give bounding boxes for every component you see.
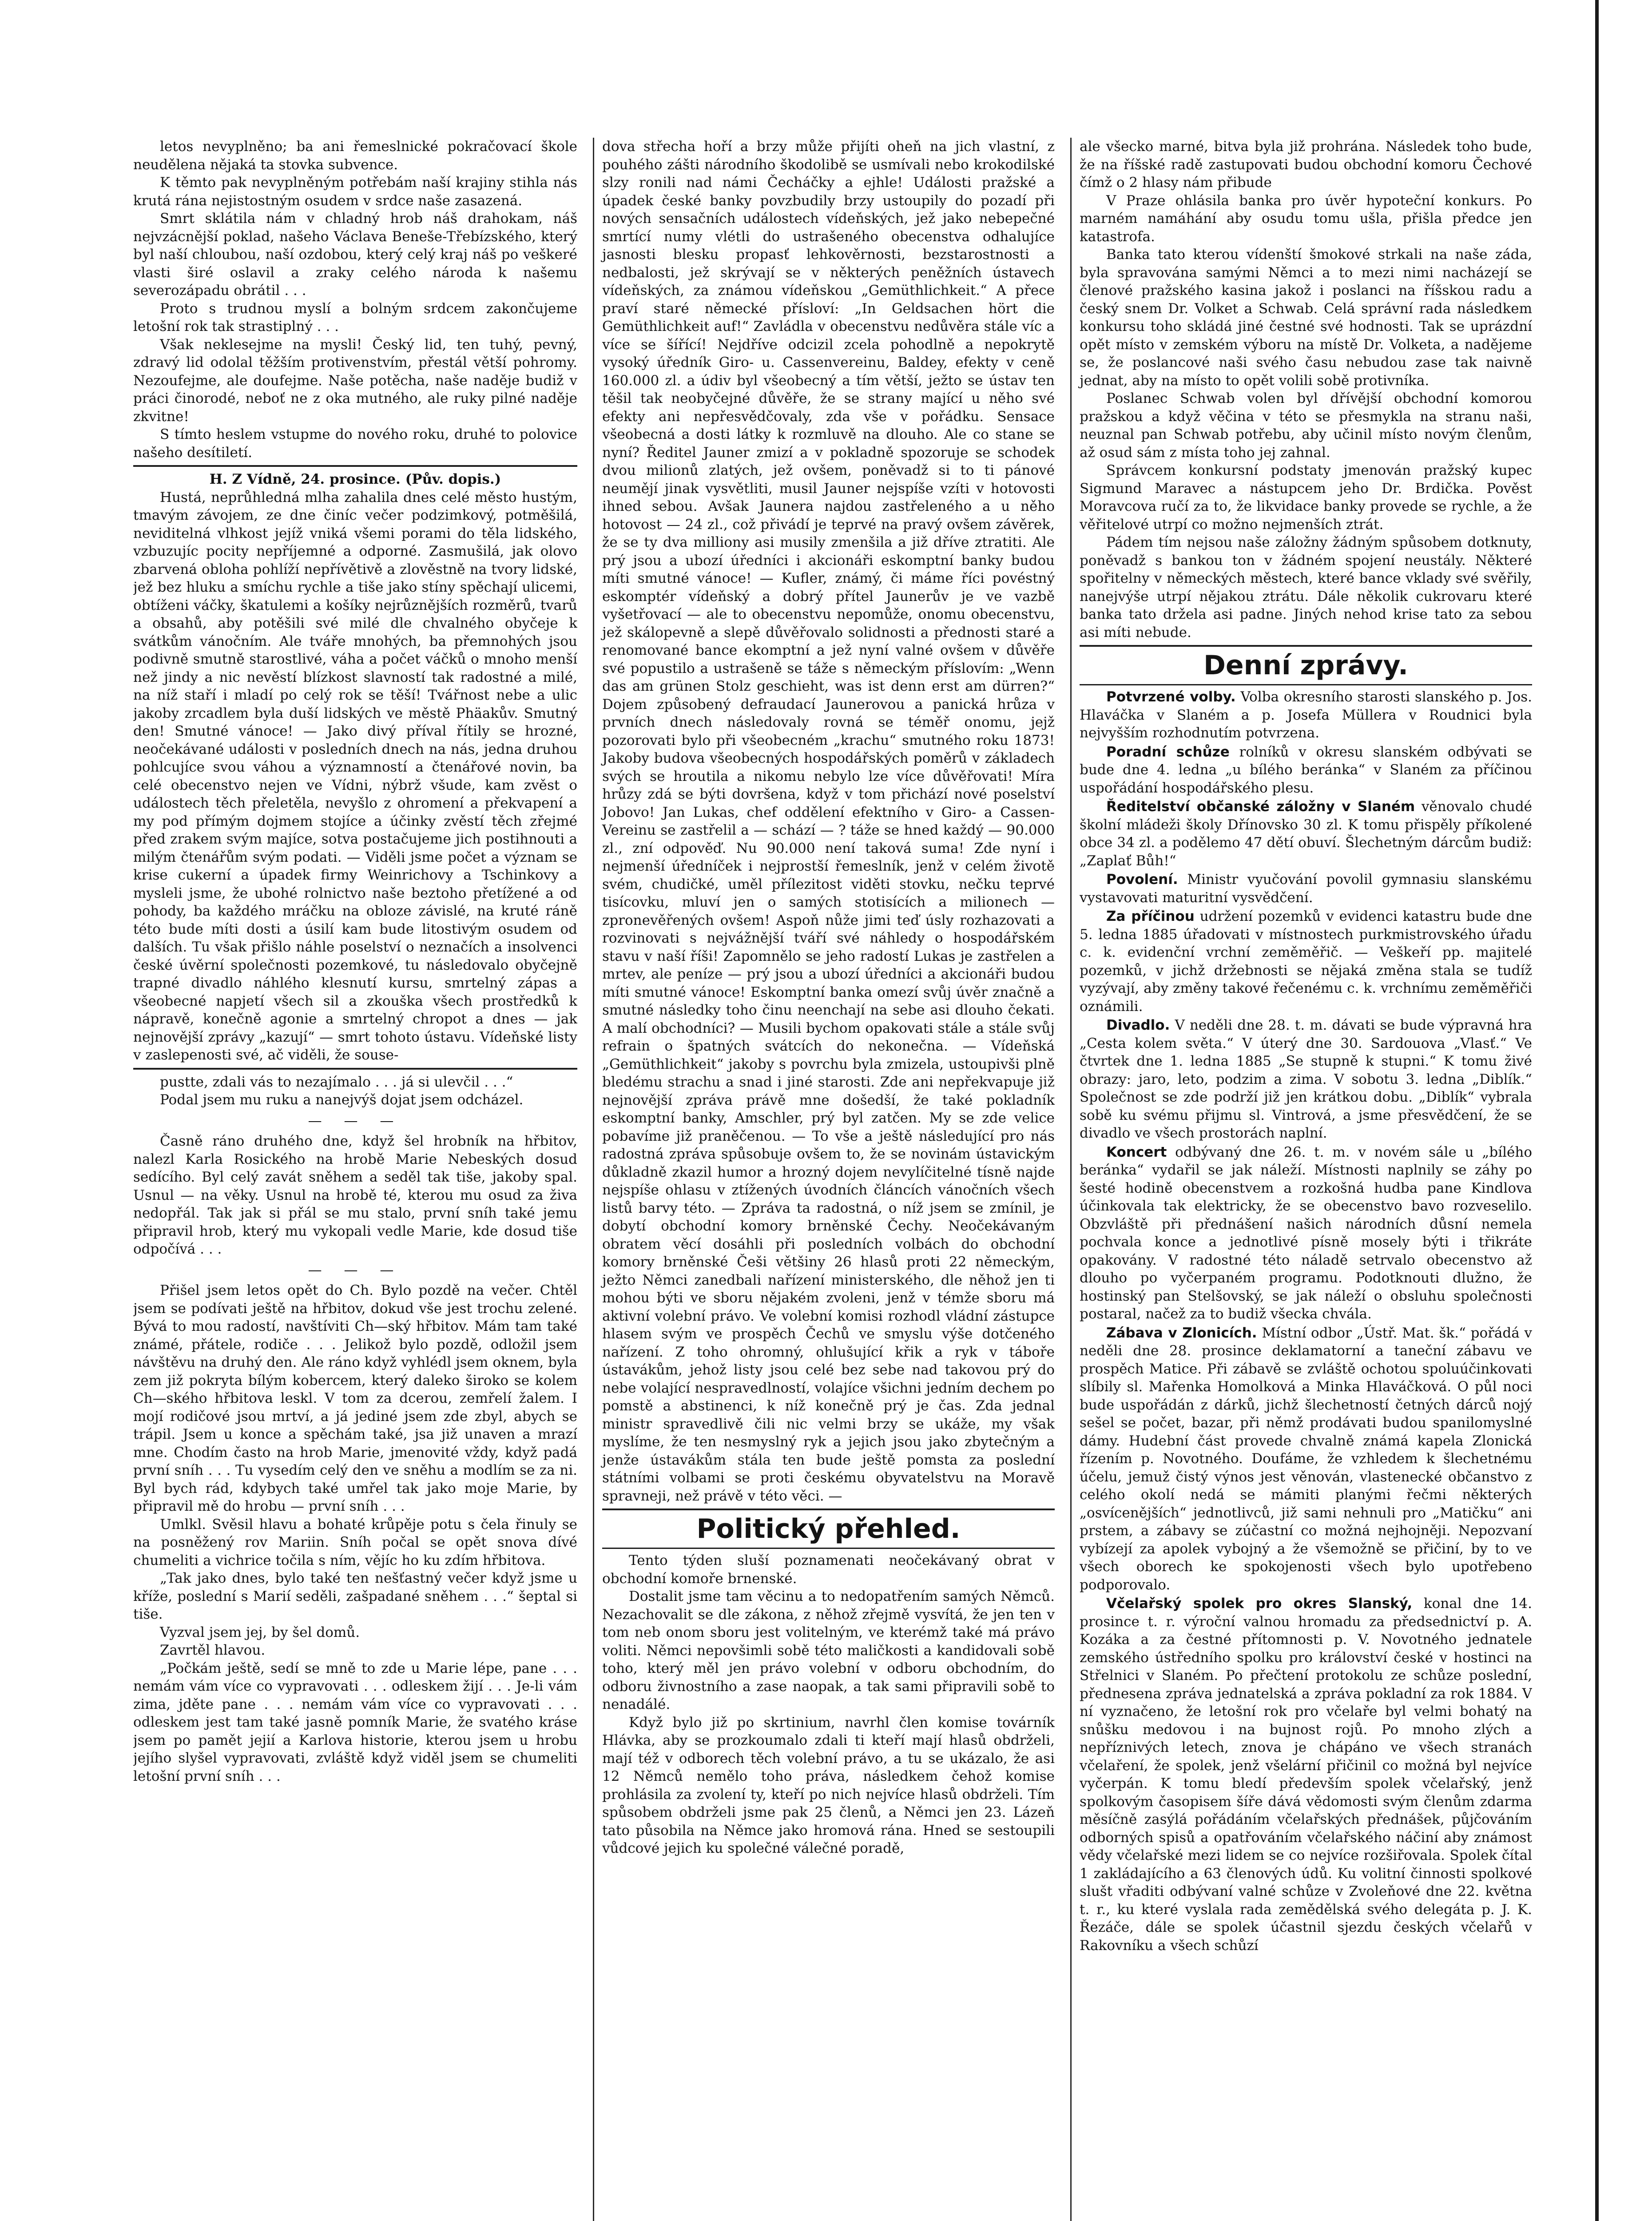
column-2 (593, 138, 1055, 2221)
news-item (1080, 1324, 1532, 1594)
news-item (1080, 1016, 1532, 1142)
news-item (1080, 1595, 1532, 1954)
paragraph: Dostalit jsme tam věcinu a to nedopatřením samých Němců. Nezachovalit se dle zákona, z něhož zřejmě vysvítá, že jen ten v tom neb onom sboru jest volitelným, ve kterémž také má právo voliti. Němci nepovšimli sobě této maličkosti a kandidovali sobě toho, který měl jen právo volební v odboru obchodním, do odboru živnostního a zase naopak, a tak sami připravili sobě to nenadálé. (602, 1588, 1055, 1712)
news-lead: Potvrzené volby. (1106, 689, 1236, 705)
news-list (1080, 688, 1532, 1954)
news-lead: Ředitelství občanské záložny v Slaném (1106, 799, 1415, 815)
news-item (1080, 1143, 1532, 1323)
paragraph: Poslanec Schwab volen byl dřívější obchodní komorou pražskou a když věčina v této se přesmykla na stranu naši, neuznal pan Schwab potřebu, aby učinil místo novým členům, až osud sám z místa toho jej zahnal. (1080, 390, 1532, 461)
news-lead: Včelařský spolek pro okres Slanský, (1106, 1596, 1413, 1612)
paragraph: Hustá, neprůhledná mlha zahalila dnes celé město hustým, tmavým závojem, ze dne činíc večer podzimkový, potměšilá, neviditelná vlhkost jejíž vniká všemi porami do těla lidského, vzbuzujíc pocity nepříjemné a odporné. Zasmušilá, jak olovo zbarvená obloha pohlíží nepřívětivě a zlověstně na tvory lidské, jež bez hluku a smíchu rychle a tiše jako stíny spěchají ulicemi, obtíženi váčky, škatulemi a košíky nejrůznějších rozměrů, tvarů a obsahů, aby potěšili své milé dle chvalného obyčeje k svátkům vánočním. Ale tváře mnohých, ba přemnohých jsou podivně smutně starostlivé, váha a počet váčků o mnoho menší než jindy a nic nevěstí blízkost slavností tak radostné a milé, na níž staří i mladí po celý rok se těší! Tvářnost nebe a ulic jakoby zrcadlem byla duší lidských ve městě Phäakův. Smutný den! Smutné vánoce! — Jako divý příval řítily se hrozné, neočekávané události v posledních dnech na nás, jedna druhou pohlcujíce svou váhou a významností a čtenářové novin, ba celé obecenstvo nejen ve Vídni, nýbrž všude, kam zvěst o událostech těch přeletěla, nevyšlo z ohromení a překvapení a my pod přímým dojmem stojíce a účinky zvěstí těch zřejmé před zrakem svým majíce, sotva postačujeme jich postihnouti a milým čtenářům svým podati. — Viděli jsme počet a význam se krise cukerní a úpadek firmy Weinrichovy a Tschinkovy a mysleli jsme, že ubohé rolnictvo naše beztoho přetížené a od pohody, ba každého mráčku na obloze závislé, na kruté ráně této bude míti dosti a úsilí kam bude litostivým osudem od dalších. Tu však přišlo náhle poselství o neznačích a insolvenci české úvěrní společnosti pozemkové, tu následovalo obyčejně trapné divadlo náhlého klesnutí kursu, smrtelný zápas a všeobecné napjetí všech sil a zkouška všech prostředků k nápravě, konečně agonie a smrtelný chropot a dnes — jak nejnovější zprávy „kazují“ — smrt tohoto ústavu. Vídeňské listy v zaslepenosti své, ač viděli, že souse- (133, 489, 577, 1063)
news-text: V neděli dne 28. t. m. dávati se bude výpravná hra „Cesta kolem světa.“ V úterý dne 30. Sardouova „Vlasť.“ Ve čtvrtek dne 1. ledna 1885 „Se stupně k stupni.“ K tomu živé obrazy: jaro, leto, podzim a zima. V sobotu 3. ledna „Diblík.“ Společnost se zde podrží již jen krátkou dobu. „Diblík“ vybrala sobě ku svému přijmu sl. Vintrová, a jsme přesvědčení, že se divadlo ve všech prostorách naplní. (1080, 1017, 1532, 1141)
news-lead: Za příčinou (1106, 908, 1195, 924)
news-item (1080, 743, 1532, 797)
paragraph: V Praze ohlásila banka pro úvěr hypoteční konkurs. Po marném namáhání aby osudu tomu ušla, přišla předce jen katastrofa. (1080, 192, 1532, 245)
paragraph: Správcem konkursní podstaty jmenován pražský kupec Sigmund Maravec a nástupcem jeho Dr. Brdička. Pověst Moravcova ručí za to, že likvidace banky provede se rychle, a že věřitelové utrpí co možno nejmenších ztrát. (1080, 462, 1532, 533)
news-text: věnovalo chudé školní mládeži školy Dřínovsko 30 zl. K tomu přispěly příkolené obce 34 zl. a podělemo 47 dětí obuví. Šlechetným dárcům budiž: „Zaplať Bůh!“ (1080, 799, 1532, 869)
paragraph: Vyzval jsem jej, by šel domů. (160, 1624, 360, 1640)
news-lead: Poradní schůze (1106, 744, 1230, 760)
paragraph: Když bylo již po skrtinium, navrhl člen komise továrník Hlávka, aby se prozkoumalo zdali ti kteří mají hlasů obdrželi, mají též v odborech těch volební právo, a tu se ukázalo, že asi 12 Němců nemělo toho práva, následkem čehož komise prohlásila za zvolení ty, kteří po nich nejvíce hlasů obdrželi. Tím spůsobem obdrželi jsme pak 25 členů, a Němci jen 23. Lázeň tato působila na Němce jako hromová rána. Hned se sestoupili vůdcové jejich ku společné válečné poradě, (602, 1714, 1055, 1856)
paragraph: letos nevyplněno; ba ani řemeslnické pokračovací škole neudělena nějaká ta stovka subvence. (133, 139, 577, 173)
paragraph: Proto s trudnou myslí a bolným srdcem zakončujeme letošní rok tak strastiplný . . . (133, 300, 577, 334)
dash-separator: — — — (308, 1112, 403, 1129)
page-edge-rule (1595, 0, 1599, 2221)
news-text: konal dne 14. prosince t. r. výroční valnou hromadu za předsednictví p. A. Kozáka a za čestné přítomnosti p. V. Novotného jednatele zemského ústředního spolku pro království české v hostinci na Střelnici v Slaném. Po přečtení protokolu ze schůze poslední, přednesena zpráva jednatelská a zpráva pokladní za rok 1884. V ní vyznačeno, že letošní rok pro včelaře byl velmi bohatý na snůšku medovou i na bujnost rojů. Po mnoho zlých a nepříznivých letech, znova je chápáno ve všech stranách včelaření, že spolek, jenž všelární přičinil co možná byl nejvíce vyčerpán. K tomu bledí především spolek včelařský, jenž spolkovým časopisem šíře dává vědomosti svým členům zdarma měsíčně zasýlá pořádáním včelařských přednášek, půjčováním odborných spisů a opatřováním včelařského náčiní aby známost vědy včelařské mezi lidem se co nejvíce rozšiřovala. Spolek čítal 1 zakládajícího a 63 členových údů. Ku volitní činnosti spolkové slušt vřaditi odbývaní valné schůze v Zvoleňové dne 22. května t. r., ku které vyslala rada zemědělská svého delegáta p. J. K. Řezáče, dále se spolek účastnil sjezdu českých včelařů v Rakovníku a všech schůzí (1080, 1596, 1532, 1954)
section-heading: Denní zprávy. (1080, 645, 1532, 685)
divider (133, 465, 577, 467)
paragraph: Smrt sklátila nám v chladný hrob náš drahokam, náš nejvzácnější poklad, našeho Václava Beneše-Třebízského, který byl naší chloubou, naší ozdobou, který celý kraj náš po veškeré vlasti širé oslavil a zraky celého národa k našemu severozápadu obrátil . . . (133, 211, 577, 299)
column-1 (133, 138, 577, 2221)
column-3 (1070, 138, 1532, 2221)
paragraph: Banka tato kterou vídenští šmokové strkali na naše záda, byla spravována samými Němci a to mezi nimi nacházejí se členové pražského kasina jakož i poslanci na říšskou radu a český snem Dr. Volket a Schwab. Celá správní rada následkem konkursu toho skládá jiné čestné své hodnosti. Tak se uprázdní opět místo v zemském výboru na místě Dr. Volketa, a nadějeme se, že poslancové naši svého času nebudou zase tak naivně jednat, aby na místo to opět volili sobě protivníka. (1080, 247, 1532, 389)
paragraph: Časně ráno druhého dne, když šel hrobník na hřbitov, nalezl Karla Rosického na hrobě Marie Nebeských dosud sedícího. Byl celý zavát sněhem a seděl tak tiše, jakoby spal. Usnul — na věky. Usnul na hrobě té, kterou mu osud za živa nedopřál. Tak jak si přál se mu stalo, první sníh také jemu připravil hrob, který mu vykopali vedle Marie, kde dosud tiše odpočívá . . . (133, 1133, 577, 1257)
news-text: odbývaný dne 26. t. m. v novém sále u „bílého beránka“ vydařil se jak náleží. Místnosti naplnily se záhy po šesté hodině obecenstvem a rozkošná hudba pane Kindlova účinkovala tak elektricky, že se obecenstvo bavo rozveselilo. Obzvláště při přednášení našich národních důsní nemela pochvala konce a jednotlivé písně mosely býti i třikráte opakovány. V radostné této náladě setrvalo obecenstvo až dlouho po vyčerpaném programu. Podotknouti dlužno, že hostinský pan Stelšovský, se jak náleží o obsluhu společnosti postaral, načež za to budiž všecka chvála. (1080, 1144, 1532, 1322)
paragraph: Podal jsem mu ruku a nanejvýš dojat jsem odcházel. (160, 1092, 524, 1108)
newspaper-page (133, 138, 1532, 2221)
section-heading: Politický přehled. (602, 1509, 1055, 1549)
news-lead: Povolení. (1106, 872, 1178, 888)
paragraph: Pádem tím nejsou naše záložny žádným spůsobem dotknuty, poněvadž s bankou ton v žádném spojení neustály. Některé spořitelny v německých městech, které bance vklady své svěřily, nanejvýše utrpí nějakou ztrátu. Dále několik cukrovaru které banka tato držela asi padne. Jiných nehod krise tato za sebou asi míti nebude. (1080, 534, 1532, 641)
news-item (1080, 688, 1532, 742)
news-text: rolníků v okresu slanském odbývati se bude dne 4. ledna „u bílého beránka“ v Slaném za příčinou uspořádání hospodářského plesu. (1080, 744, 1532, 796)
news-item (1080, 908, 1532, 1015)
dateline: H. Z Vídně, 24. prosince. (Pův. dopis.) (209, 471, 501, 487)
news-lead: Zábava v Zlonicích. (1106, 1325, 1257, 1341)
paragraph: „Tak jako dnes, bylo také ten nešťastný večer když jsme u kříže, poslední s Marií seděli, zašpadané sněhem . . .“ šeptal si tiše. (133, 1570, 577, 1622)
paragraph: Tento týden sluší poznamenati neočekávaný obrat v obchodní komoře brnenské. (602, 1552, 1055, 1587)
paragraph: K těmto pak nevyplněným potřebám naší krajiny stihla nás krutá rána nejistostným osudem v srdce naše zasazená. (133, 175, 577, 209)
news-text: Místní odbor „Ústř. Mat. šk.“ pořádá v neděli dne 28. prosince deklamatorní a taneční zábavu ve prospěch Matice. Při zábavě se zvláště ochotou spoluúčinkovati slíbily sl. Mařenka Homolková a Minka Hlaváčková. O půl noci bude uspořádán z dárků, jichž šlechetností četných dárců nojý sešel se počet, bazar, při němž prodávati budou spanilomyslné dámy. Hudební část provede chvalně známá kapela Zlonická řízením p. Novotného. Doufáme, že vzhledem k šlechetnému účelu, jemuž čistý výnos jest věnován, vlastenecké občanstvo z celého okolí nedá se mámiti planými řečmi některých „osvícenějších“ jednotlivců, již sami nehnuli pro „Matičku“ ani prstem, a zábavy se zúčastní co možná nejhojněji. Nepozvaní vybízejí za apolek vybojný a že všemožně se přičiní, by to ve všech oborech ke spokojenosti všech bylo upotřebeno podporovalo. (1080, 1325, 1532, 1593)
news-text: Ministr vyučování povolil gymnasiu slanskému vystavovati maturitní vysvědčení. (1080, 872, 1532, 906)
news-text: Volba okresního starosti slanského p. Jos. Hlaváčka v Slaném a p. Josefa Müllera v Roudnici byla nejvyšším rozhodnutím potvrzena. (1080, 689, 1532, 741)
paragraph: Zavrtěl hlavou. (160, 1642, 266, 1658)
news-text: udržení pozemků v evidenci katastru bude dne 5. ledna 1885 úřadovati v místnostech purkmistrovského úřadu c. k. evidenční vrchní zeměměřič. — Veškeří pp. majitelé pozemků, v jichž držebnosti se nějaká změna stala se tudíž vyzývají, aby změny takové řečenému c. k. vrchnímu zeměměřiči oznámili. (1080, 908, 1532, 1015)
divider (133, 1068, 577, 1070)
news-lead: Divadlo. (1106, 1017, 1170, 1033)
paragraph: Umlkl. Svěsil hlavu a bohaté krůpěje potu s čela řinuly se na posněžený rov Mariin. Sníh počal se opět snova dívé chumeliti a vichrice točila s ním, vějíc ho ku zdím hřbitova. (133, 1516, 577, 1568)
paragraph: Však neklesejme na mysli! Český lid, ten tuhý, pevný, zdravý lid odolal těžším protivenstvím, přestál větší pohromy. Nezoufejme, ale doufejme. Naše potěcha, naše naděje budiž v práci činorodé, neboť ne z oka mutného, ale ruky pilné naděje zkvitne! (133, 336, 577, 425)
paragraph: pustte, zdali vás to nezajímalo . . . já si ulevčil . . .“ (160, 1074, 513, 1090)
news-item (1080, 798, 1532, 870)
paragraph: dova střecha hoří a brzy může přijíti oheň na jich vlastní, z pouhého zášti národního škodolibě se usmívali nebo krokodilské slzy ronili nad námi Čecháčky a ejhle! Události pražské a úpadek české banky povzbudily brzy ustoupily do pozadí při nových sensačních událostech vídeňských, jež jako nebepečné smrtící numy vlétli do ustrašeného obecenstva odhalujíce jasnosti blesku propasť lehkověrnosti, bezstarostnosti a nedbalosti, jež skrývají se v některých peněžních ústavech vídeňských, za známou vídeňskou „Gemüthlichkeit.“ A přece praví staré německé přísloví: „In Geldsachen hört die Gemüthlichkeit auf!“ Zavládla v obecenstvu nedůvěra stále víc a více se šířící! Nejdříve odcizil zcela pohodlně a nepokrytě vysoký úředník Giro- u. Cassenvereinu, Baldey, efekty v ceně 160.000 zl. a údiv byl všeobecný a tím větší, ježto se ústav ten těšil tak neobyčejné důvěře, že se strany mající u něho své efekty ani nepřesvědčovaly, zda vše v pořádku. Sensace všeobecná a dosti látky k rozmluvě na dlouho. Ale co stane se nyní? Ředitel Jauner zmizí a v pokladně spozoruje se schodek dvou milionů zlatých, jež ovšem, poněvadž si to ti pánové neumějí jinak vysvětliti, musil Jauner nejspíše vzíti v hotovosti ihned sebou. Avšak Jaunera najdou zastřeleného a u něho hotovost — 24 zl., což přivádí je teprvé na pravý ovšem závěrek, že se ty dva milliony asi musily zmenšila a již dříve ztratiti. Ale prý jsou a ubozí úředníci i akcionáři eskomptní banky budou míti smutné vánoce! — Kufler, známý, či máme říci povéstný eskomptér vídeňský a dobrý přítel Jaunerův je ve vazbě vyšetřovací — ale to obecenstvu nepomůže, onomu obecenstvu, jež skálopevně a slepě důvěřovalo solidnosti a přednosti staré a renomované bance ekomptní a jež nyní valné ovšem v důvěře své popustilo a ustrašeně se táže s německým příslovím: „Wenn das am grünen Stolz geschieht, was ist denn erst am dürren?“ Dojem způsobený defraudací Jaunerovou a panická hrůza v prvních dnech následovaly rovná se téměř onomu, jejž pozorovati bylo při všeobecném „krachu“ smutného roku 1873! Jakoby budova všeobecných hospodářských poměrů v základech svých se hroutila a nikomu nebylo lze více důvěřovati! Míra hrůzy zdá se býti dovršena, když v tom přichází nové poselství Jobovo! Jan Lukas, chef oddělení efektního v Giro- a Cassen-Vereinu se zastřelil a — schází — ? táže se hned každý — 90.000 zl., zní odpověď. Nu 90.000 není taková suma! Zde nyní i nejmenší úředníček i nejprostší řemeslník, jenž v celém životě svém, chudičké, uměl přílezitost viděti stovku, nečku teprvé tisícovku, mluví jen o samých stotisících a milionech — zpronevěřených ovšem! Aspoň nůže jimi teď úsly rozhazovati a rozvinovati s nejvážnější tváří své náhledy o hospodářském stavu v naší říši! Zapomnělo se jeho radostí Lukas je zastřelen a mrtev, ale peníze — prý jsou a ubozí úředníci a akcionáři budou míti smutné vánoce! Eskomptní banka omezí svůj úvěr značně a smutné následky toho činu neenchají na sebe asi dlouho čekati. A malí obchodníci? — Musili bychom opakovati stále a stále svůj refrain o špatných svátcích do nekonečna. — Vídeňská „Gemüthlichkeit“ jakoby s povrchu byla zmizela, ustoupivši plně bledému strachu a snad i jiné starosti. Zde ani nepřekvapuje již nejnovější zpráva právě mne došedší, že také pokladník eskomptní banky, Amschler, prý byl zatčen. My se zde velice pobavíme již praněčenou. — To vše a ještě následující pro nás radostná zpráva spůsobuje ovšem to, že se novinám ústavickým důkladně zkazil humor a hrozný dojem nevylíčitelné tísně najde nejspíše ohlasu v ztížených úvodních článcích vánočních všech listů barvy této. — Zpráva ta radostná, o níž jsem se zmínil, je dobytí obchodní komory brněnské Čechy. Neočekávaným obratem věcí dosáhli při posledních volbách do obchodní komory brněnské Češi většiny 26 hlasů proti 22 německým, ježto Němci zanedbali nařízení ministerského, dle něhož jen ti mohou býti ve sboru nějakém zvoleni, jenž v témže sboru má aktivní volební právo. Ve volební komisi rozhodl vládní zástupce hlasem svým ve prospěch Čechů ve smyslu výše dotčeného nařízení. Z toho ohromný, ohlušující křik a ryk v táboře ústavákům, jehož listy jsou celé bez sebe nad takovou prý do nebe volající nespravedlností, volajíce všichni jedním dechem po pomstě a abstinenci, k níž konečně prý je čas. Zda jednal ministr spravedlivě čili nic velmi brzy se ukáže, my však myslíme, že ten nesmyslný ryk a jejich jsou jako zbytečným a jenže ústavákům stála ten bude ještě pomsta za poslední státními volbami se proti českému obyvatelstvu na Moravě spravneji, než právě v této věci. — (602, 139, 1055, 1504)
paragraph: „Počkám ještě, sedí se mně to zde u Marie lépe, pane . . . nemám vám více co vypravovati . . . odleskem žijí . . . Je-li vám zima, jděte pane . . . nemám vám více co vypravovati . . . odleskem jest tam také jasně pomník Marie, že svatého kráse jsem po pamět jejií a Karlova historie, kterou jsem u hrobu jejího slyšel vypravovati, zvláště když viděl jsem se chumeliti letošní první sníh . . . (133, 1660, 577, 1784)
dash-separator: — — — (308, 1262, 403, 1278)
news-item (1080, 871, 1532, 907)
paragraph: ale všecko marné, bitva byla již prohrána. Následek toho bude, že na říšské radě zastupovati budou obchodní komoru Čechové čímž o 2 hlasy nám přibude (1080, 139, 1532, 191)
news-lead: Koncert (1106, 1144, 1167, 1160)
paragraph: Přišel jsem letos opět do Ch. Bylo pozdě na večer. Chtěl jsem se podívati ještě na hřbitov, dokud vše jest trochu zelené. Bývá to mou radostí, navštíviti Ch—ský hřbitov. Mám tam také známé, přátele, rodiče . . . Jelikož bylo pozdě, odložil jsem návštěvu na druhý den. Ale ráno když vyhlédl jsem oknem, byla zem již pokryta bílým kobercem, který daleko široko se kolem Ch—ského hřbitova leskl. V tom za dcerou, zemřelí žalem. I mojí rodičové jsou mrtví, a já jediné jsem zde zbyl, abych se trápil. Jsem u konce a spěchám také, jsa již unaven a mrazí mne. Chodím často na hrob Marie, jmenovité vždy, když padá první sníh . . . Tu vysedím celý den ve sněhu a modlím se za ni. Byl bych rád, kdybych také umřel tak jako moje Marie, by připravil mě do hrobu — první sníh . . . (133, 1282, 577, 1514)
paragraph: S tímto heslem vstupme do nového roku, druhé to polovice našeho desítiletí. (133, 426, 577, 461)
